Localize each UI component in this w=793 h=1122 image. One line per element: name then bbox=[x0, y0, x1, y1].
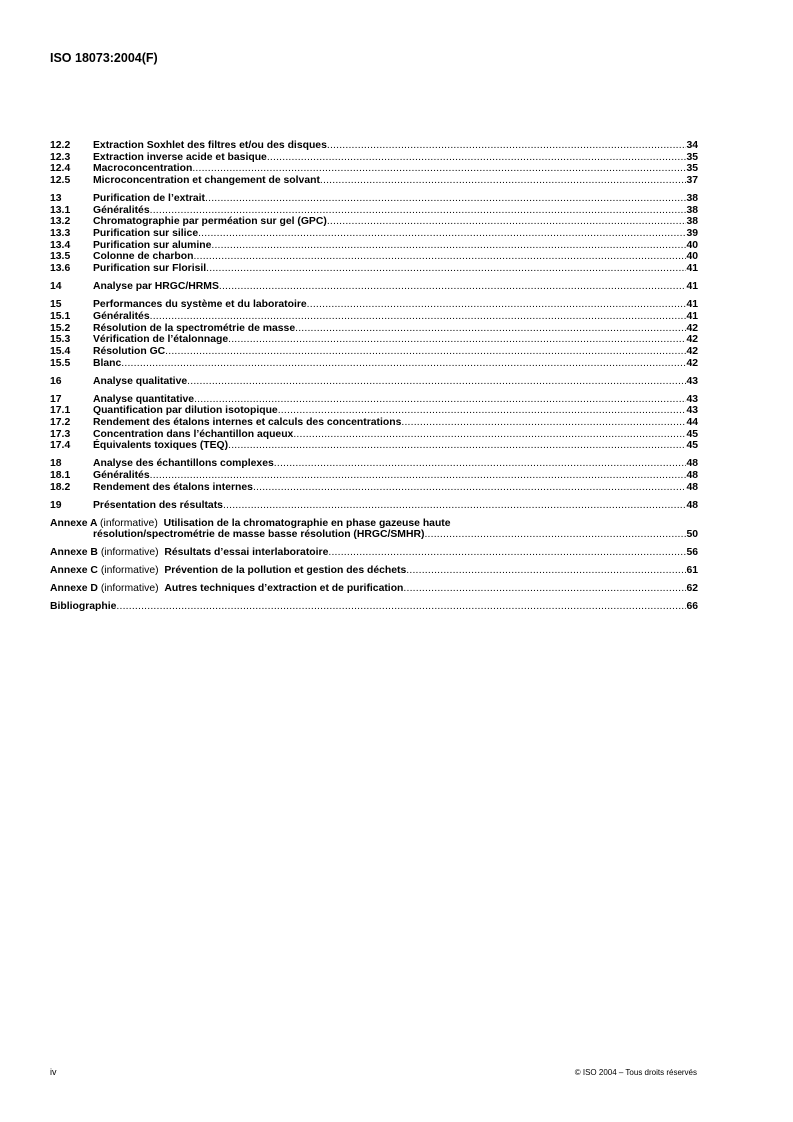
annex-label: Annexe D bbox=[50, 583, 98, 595]
dot-leader bbox=[320, 175, 687, 187]
section-title: Purification de l’extrait bbox=[93, 193, 206, 205]
section-title: Analyse des échantillons complexes bbox=[93, 458, 274, 470]
dot-leader bbox=[278, 405, 687, 417]
section-number: 17 bbox=[50, 393, 62, 405]
section-number: 15.3 bbox=[50, 334, 71, 346]
section-number: 18.2 bbox=[50, 481, 71, 493]
toc-entry[interactable] bbox=[50, 376, 698, 388]
section-number: 18 bbox=[50, 458, 62, 470]
annex-type: (informative) bbox=[100, 583, 159, 595]
toc-entry[interactable] bbox=[50, 152, 698, 164]
toc-entry[interactable] bbox=[50, 299, 698, 311]
page-ref: 43 bbox=[686, 375, 698, 387]
toc-entry[interactable] bbox=[50, 240, 698, 252]
section-number: 14 bbox=[50, 281, 62, 293]
section-title: Chromatographie par perméation sur gel (GPC) bbox=[93, 216, 327, 228]
section-number: 16 bbox=[50, 375, 62, 387]
page-ref: 56 bbox=[686, 547, 698, 559]
section-number: 12.5 bbox=[50, 175, 71, 187]
toc-entry[interactable] bbox=[50, 346, 698, 358]
annex-label: Annexe B bbox=[50, 547, 98, 559]
dot-leader bbox=[192, 163, 686, 175]
annex-label: Annexe C bbox=[50, 565, 98, 577]
dot-leader bbox=[219, 281, 687, 293]
section-title: Équivalents toxiques (TEQ) bbox=[93, 440, 229, 452]
dot-leader bbox=[307, 299, 687, 311]
page-ref: 42 bbox=[686, 334, 698, 346]
section-title: Purification sur Florisil bbox=[93, 263, 207, 275]
toc-entry[interactable] bbox=[50, 470, 698, 482]
dot-leader bbox=[327, 216, 687, 228]
section-title: Concentration dans l’échantillon aqueux bbox=[93, 428, 294, 440]
page-ref: 48 bbox=[686, 458, 698, 470]
page-ref: 41 bbox=[686, 281, 698, 293]
dot-leader bbox=[211, 240, 686, 252]
annex-type: (informative) bbox=[100, 547, 159, 559]
annex-title: Autres techniques d’extraction et de purification bbox=[164, 583, 404, 595]
toc-entry[interactable] bbox=[50, 358, 698, 370]
section-number: 13 bbox=[50, 193, 62, 205]
dot-leader bbox=[401, 417, 686, 429]
toc-entry[interactable] bbox=[50, 323, 698, 335]
page-ref: 45 bbox=[686, 440, 698, 452]
annex-title: Utilisation de la chromatographie en phase gazeuse haute bbox=[163, 517, 451, 529]
dot-leader bbox=[198, 228, 686, 240]
dot-leader bbox=[194, 394, 686, 406]
annex-label-group bbox=[50, 518, 164, 530]
section-title: Analyse par HRGC/HRMS bbox=[93, 281, 219, 293]
page-ref: 41 bbox=[686, 310, 698, 322]
section-number: 15.4 bbox=[50, 345, 71, 357]
section-title: Purification sur silice bbox=[93, 228, 199, 240]
toc-entry[interactable] bbox=[50, 405, 698, 417]
dot-leader bbox=[327, 140, 687, 152]
bibliography-entry[interactable] bbox=[50, 601, 698, 613]
dot-leader bbox=[253, 482, 686, 494]
section-title: Rendement des étalons internes bbox=[93, 481, 253, 493]
section-title: Performances du système et du laboratoire bbox=[93, 299, 307, 311]
section-title: Résolution de la spectrométrie de masse bbox=[93, 322, 296, 334]
section-number: 15.2 bbox=[50, 322, 71, 334]
annex-label: Annexe A bbox=[50, 517, 98, 529]
page-ref: 34 bbox=[686, 140, 698, 151]
toc-entry[interactable] bbox=[50, 205, 698, 217]
dot-leader bbox=[406, 565, 686, 577]
toc-entry[interactable] bbox=[50, 216, 698, 228]
toc-entry[interactable] bbox=[50, 163, 698, 175]
page-number: iv bbox=[50, 1067, 57, 1077]
toc-entry[interactable] bbox=[50, 263, 698, 275]
document-header: ISO 18073:2004(F) bbox=[50, 51, 158, 65]
toc-entry[interactable] bbox=[50, 440, 698, 452]
toc-entry[interactable] bbox=[50, 458, 698, 470]
page-ref: 62 bbox=[686, 583, 698, 595]
dot-leader bbox=[274, 458, 687, 470]
toc-entry[interactable] bbox=[50, 228, 698, 240]
dot-leader bbox=[328, 547, 686, 559]
page-ref: 40 bbox=[686, 239, 698, 251]
toc-entry[interactable] bbox=[50, 500, 698, 512]
section-number: 15.5 bbox=[50, 357, 71, 369]
page-ref: 37 bbox=[686, 175, 698, 187]
dot-leader bbox=[116, 601, 686, 613]
page-ref: 38 bbox=[686, 204, 698, 216]
page-ref: 38 bbox=[686, 216, 698, 228]
toc-entry[interactable] bbox=[50, 482, 698, 494]
annex-entry[interactable] bbox=[50, 547, 698, 559]
page-ref: 48 bbox=[686, 499, 698, 511]
page-ref: 42 bbox=[686, 357, 698, 369]
section-number: 15.1 bbox=[50, 310, 71, 322]
section-title: Résolution GC bbox=[93, 345, 166, 357]
section-number: 13.5 bbox=[50, 251, 71, 263]
section-number: 12.2 bbox=[50, 140, 71, 151]
dot-leader bbox=[206, 263, 686, 275]
dot-leader bbox=[223, 500, 687, 512]
toc-entry[interactable] bbox=[50, 417, 698, 429]
section-number: 17.4 bbox=[50, 440, 71, 452]
section-number: 13.3 bbox=[50, 228, 71, 240]
copyright-notice: © ISO 2004 – Tous droits réservés bbox=[574, 1068, 697, 1077]
section-number: 17.1 bbox=[50, 405, 71, 417]
annex-label-group bbox=[50, 547, 164, 559]
annex-entry[interactable] bbox=[50, 583, 698, 595]
page-ref: 44 bbox=[686, 416, 698, 428]
dot-leader bbox=[165, 346, 686, 358]
section-title: Généralités bbox=[93, 469, 150, 481]
section-title: Analyse qualitative bbox=[93, 375, 188, 387]
page-ref: 61 bbox=[686, 565, 698, 577]
dot-leader bbox=[150, 311, 687, 323]
annex-label-group bbox=[50, 565, 164, 577]
table-of-contents bbox=[50, 140, 698, 613]
annex-title-continued: résolution/spectrométrie de masse basse résolution (HRGC/SMHR) bbox=[93, 529, 425, 541]
dot-leader bbox=[228, 440, 686, 452]
section-number: 13.4 bbox=[50, 239, 71, 251]
section-title: Présentation des résultats bbox=[93, 499, 223, 511]
dot-leader bbox=[205, 193, 686, 205]
section-title: Généralités bbox=[93, 310, 150, 322]
section-title: Extraction inverse acide et basique bbox=[93, 151, 267, 163]
annex-label-group bbox=[50, 583, 164, 595]
toc-entry[interactable] bbox=[50, 429, 698, 441]
section-title: Analyse quantitative bbox=[93, 393, 195, 405]
toc-entry[interactable] bbox=[50, 251, 698, 263]
section-number: 15 bbox=[50, 299, 62, 311]
page-ref: 39 bbox=[686, 228, 698, 240]
section-number: 17.3 bbox=[50, 428, 71, 440]
section-title: Extraction Soxhlet des filtres et/ou des disques bbox=[93, 140, 327, 151]
section-title: Généralités bbox=[93, 204, 150, 216]
dot-leader bbox=[295, 323, 686, 335]
dot-leader bbox=[424, 529, 686, 541]
dot-leader bbox=[403, 583, 686, 595]
section-title: Colonne de charbon bbox=[93, 251, 194, 263]
page-ref: 35 bbox=[686, 151, 698, 163]
section-title: Macroconcentration bbox=[93, 163, 193, 175]
section-title: Blanc bbox=[93, 357, 122, 369]
section-title: Purification sur alumine bbox=[93, 239, 212, 251]
page-ref: 48 bbox=[686, 481, 698, 493]
section-title: Microconcentration et changement de solvant bbox=[93, 175, 320, 187]
section-number: 19 bbox=[50, 499, 62, 511]
page-ref: 41 bbox=[686, 263, 698, 275]
annex-type: (informative) bbox=[100, 565, 159, 577]
bibliography-title: Bibliographie bbox=[50, 601, 117, 613]
toc-entry[interactable] bbox=[50, 311, 698, 323]
section-number: 13.6 bbox=[50, 263, 71, 275]
dot-leader bbox=[121, 358, 686, 370]
page-ref: 50 bbox=[686, 529, 698, 541]
toc-entry[interactable] bbox=[50, 175, 698, 187]
section-title: Quantification par dilution isotopique bbox=[93, 405, 278, 417]
page-ref: 45 bbox=[686, 428, 698, 440]
toc-entry[interactable] bbox=[50, 281, 698, 293]
page-ref: 66 bbox=[686, 601, 698, 613]
page-ref: 38 bbox=[686, 193, 698, 205]
page-ref: 40 bbox=[686, 251, 698, 263]
annex-title: Résultats d’essai interlaboratoire bbox=[164, 547, 329, 559]
section-number: 13.1 bbox=[50, 204, 71, 216]
page-ref: 48 bbox=[686, 469, 698, 481]
annex-entry-continued[interactable] bbox=[50, 529, 698, 541]
section-number: 17.2 bbox=[50, 416, 71, 428]
page-ref: 41 bbox=[686, 299, 698, 311]
section-number: 13.2 bbox=[50, 216, 71, 228]
page-ref: 35 bbox=[686, 163, 698, 175]
page-ref: 43 bbox=[686, 393, 698, 405]
toc-entry[interactable] bbox=[50, 334, 698, 346]
dot-leader bbox=[187, 376, 686, 388]
section-title: Vérification de l’étalonnage bbox=[93, 334, 229, 346]
section-number: 18.1 bbox=[50, 469, 71, 481]
annex-entry[interactable] bbox=[50, 518, 698, 530]
annex-type: (informative) bbox=[100, 517, 158, 529]
dot-leader bbox=[228, 334, 686, 346]
section-number: 12.4 bbox=[50, 163, 71, 175]
toc-entry[interactable] bbox=[50, 140, 698, 152]
annex-entry[interactable] bbox=[50, 565, 698, 577]
page-ref: 43 bbox=[686, 405, 698, 417]
toc-entry[interactable] bbox=[50, 394, 698, 406]
dot-leader bbox=[150, 205, 687, 217]
dot-leader bbox=[150, 470, 687, 482]
toc-entry[interactable] bbox=[50, 193, 698, 205]
dot-leader bbox=[193, 251, 686, 263]
page-ref: 42 bbox=[686, 345, 698, 357]
page-ref: 42 bbox=[686, 322, 698, 334]
section-number: 12.3 bbox=[50, 151, 71, 163]
section-title: Rendement des étalons internes et calculs des concentrations bbox=[93, 416, 402, 428]
annex-title: Prévention de la pollution et gestion des déchets bbox=[164, 565, 407, 577]
dot-leader bbox=[267, 152, 687, 164]
dot-leader bbox=[293, 429, 686, 441]
